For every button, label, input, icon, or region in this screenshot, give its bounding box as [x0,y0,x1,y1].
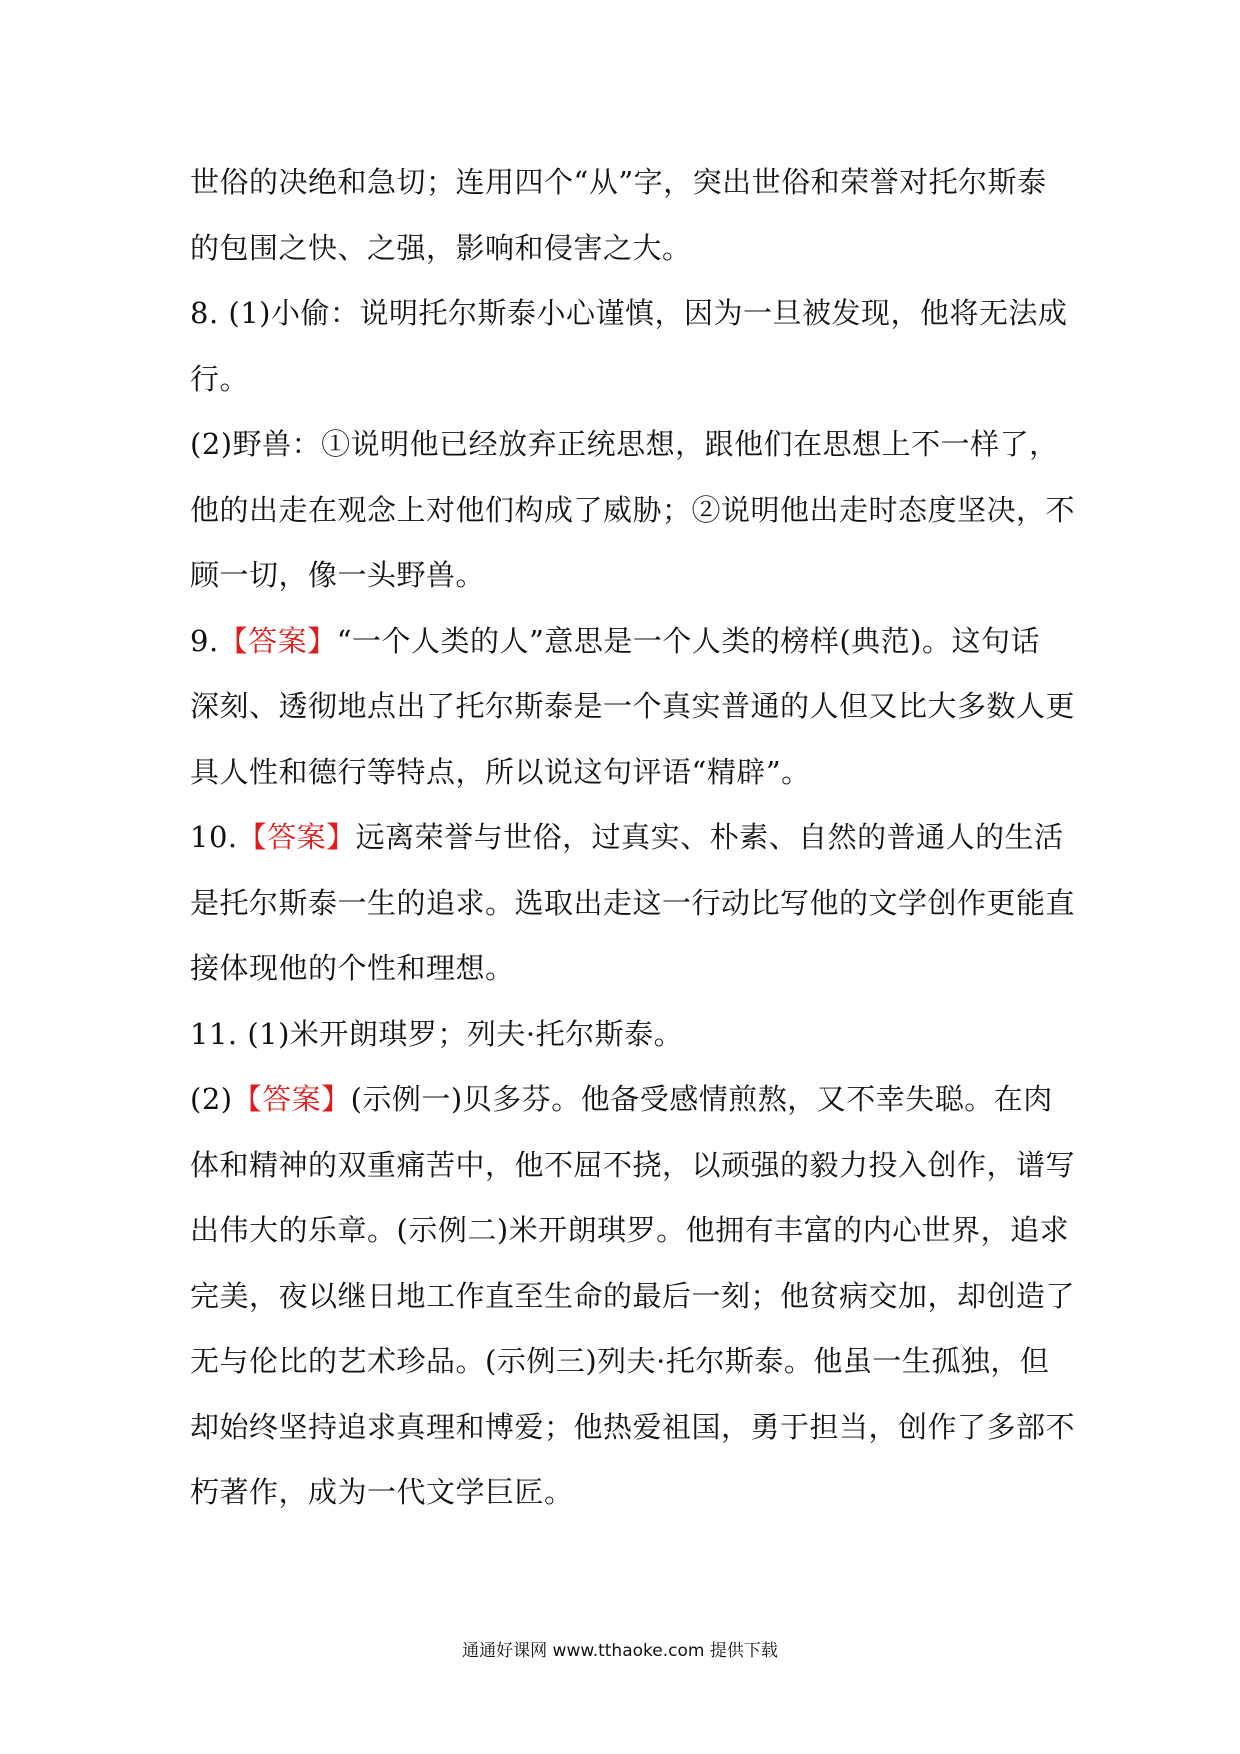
question-number: 10. [190,820,238,854]
text-line: 是托尔斯泰一生的追求。选取出走这一行动比写他的文学创作更能直 [190,885,1076,920]
question-number: 9. [190,623,219,658]
text-line: 具人性和德行等特点，所以说这句评语“精辟”。 [190,754,811,789]
text-line: 行。 [190,361,250,396]
text-line: 顾一切，像一头野兽。 [190,558,486,592]
answer-tag: 【答案】 [218,623,337,658]
text-line: 朽著作，成为一代文学巨匠。 [190,1475,574,1509]
answer-document [190,150,1076,1526]
text-line: 的包围之快、之强，影响和侵害之大。 [190,230,692,265]
question-11-line: 11. (1)米开朗琪罗；列夫·托尔斯泰。 [190,1016,684,1051]
question-9-line [190,609,1060,675]
answer-text: 远离荣誉与世俗，过真实、朴素、自然的普通人的生活 [355,820,1064,854]
text-line: 无与伦比的艺术珍品。(示例三)列夫·托尔斯泰。他虽一生孤独，但 [190,1344,1050,1378]
sub-question-number: (2) [190,1082,233,1116]
question-10-line [190,805,1064,871]
text-line: 他的出走在观念上对他们构成了威胁；②说明他出走时态度坚决，不 [190,492,1076,527]
answer-text: (示例一)贝多芬。他备受感情煎熬，又不幸失聪。在肉 [350,1082,1053,1116]
question-11-part-2-line [190,1067,1060,1133]
text-line: 体和精神的双重痛苦中，他不屈不挠，以顽强的毅力投入创作，谱写 [190,1147,1076,1182]
text-line: 完美，夜以继日地工作直至生命的最后一刻；他贫病交加，却创造了 [190,1278,1076,1313]
text-line: 世俗的决绝和急切；连用四个“从”字，突出世俗和荣誉对托尔斯泰 [190,165,1047,199]
answer-tag: 【答案】 [232,1082,351,1116]
text-line: 深刻、透彻地点出了托尔斯泰是一个真实普通的人但又比大多数人更 [190,689,1076,723]
page-footer: 通通好课网 www.tthaoke.com 提供下载 [462,1641,778,1661]
text-line: (2)野兽：①说明他已经放弃正统思想，跟他们在思想上不一样了， [190,427,1059,461]
text-line: 却始终坚持追求真理和博爱；他热爱祖国，勇于担当，创作了多部不 [190,1409,1076,1444]
text-line: 8. (1)小偷：说明托尔斯泰小心谨慎，因为一旦被发现，他将无法成 [190,296,1068,330]
answer-text: “一个人类的人”意思是一个人类的榜样(典范)。这句话 [336,623,1040,658]
text-line: 接体现他的个性和理想。 [190,951,515,985]
answer-tag: 【答案】 [237,820,356,854]
text-line: 出伟大的乐章。(示例二)米开朗琪罗。他拥有丰富的内心世界，追求 [190,1213,1070,1247]
